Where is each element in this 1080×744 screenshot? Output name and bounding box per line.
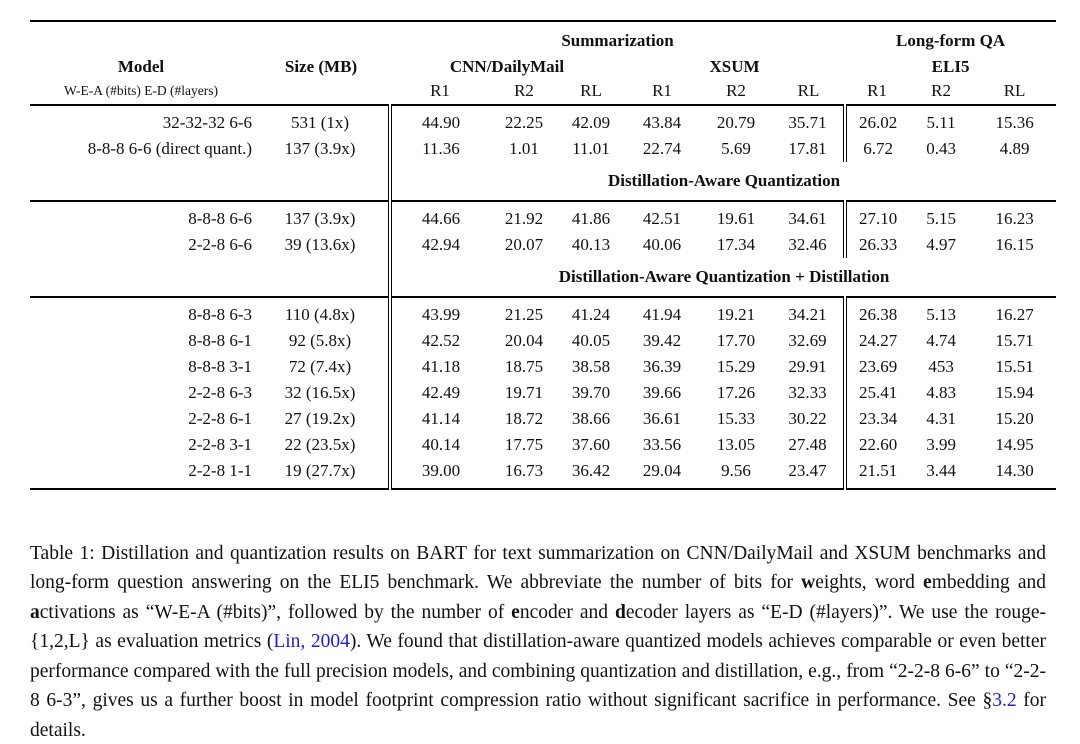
header-spacer bbox=[252, 77, 390, 105]
metric-value-cell: 6.72 bbox=[845, 136, 909, 162]
table-row bbox=[30, 380, 1056, 406]
metric-header-cnn-r1: R1 bbox=[430, 80, 450, 100]
metric-header-xsum-r1: R1 bbox=[652, 80, 672, 100]
metric-value-cell: 23.69 bbox=[845, 354, 909, 380]
metric-value-cell: 21.51 bbox=[845, 458, 909, 489]
metric-value-cell: 17.75 bbox=[504, 435, 544, 454]
metric-value-cell: 15.94 bbox=[995, 383, 1034, 402]
metric-value-cell: 39.66 bbox=[642, 383, 682, 402]
section-title: Distillation-Aware Quantization + Distillation bbox=[390, 258, 1056, 297]
metric-value-cell: 39.70 bbox=[571, 383, 611, 402]
dataset-header-xsum: XSUM bbox=[709, 57, 760, 76]
metric-value-cell: 5.15 bbox=[926, 209, 956, 228]
model-cell: 32-32-32 6-6 bbox=[162, 113, 252, 132]
metric-value-cell: 26.33 bbox=[845, 232, 909, 258]
metric-value-cell: 17.34 bbox=[716, 235, 756, 254]
table-block-daq-distillation bbox=[30, 297, 1056, 489]
size-cell: 110 (4.8x) bbox=[284, 305, 356, 324]
metric-value-cell: 20.79 bbox=[716, 113, 756, 132]
metric-value-cell: 19.61 bbox=[716, 209, 756, 228]
metric-value-cell: 17.81 bbox=[788, 139, 827, 158]
table-block-daq bbox=[30, 201, 1056, 297]
metric-value-cell: 43.99 bbox=[390, 297, 490, 328]
table-caption bbox=[30, 539, 1046, 744]
metric-value-cell: 39.00 bbox=[390, 458, 490, 489]
metric-value-cell: 43.84 bbox=[642, 113, 682, 132]
metric-value-cell: 5.69 bbox=[721, 139, 751, 158]
metric-value-cell: 453 bbox=[928, 357, 954, 376]
metric-value-cell: 23.34 bbox=[845, 406, 909, 432]
caption-text-segment: e bbox=[511, 601, 520, 623]
section-title-spacer bbox=[30, 162, 390, 201]
column-header-model: Model bbox=[117, 57, 165, 76]
section-ref-link[interactable]: 3.2 bbox=[992, 690, 1017, 711]
metric-value-cell: 35.71 bbox=[788, 113, 827, 132]
metric-value-cell: 29.91 bbox=[788, 357, 827, 376]
metric-value-cell: 34.21 bbox=[788, 305, 827, 324]
metric-value-cell: 23.47 bbox=[788, 461, 827, 480]
metric-value-cell: 20.07 bbox=[504, 235, 544, 254]
metric-value-cell: 30.22 bbox=[788, 409, 827, 428]
metric-header-eli5-rl: RL bbox=[1003, 80, 1026, 100]
metric-value-cell: 42.52 bbox=[390, 328, 490, 354]
metric-value-cell: 4.74 bbox=[926, 331, 956, 350]
size-cell: 137 (3.9x) bbox=[284, 209, 356, 228]
table-row bbox=[30, 432, 1056, 458]
metric-value-cell: 32.33 bbox=[788, 383, 827, 402]
model-cell: 2-2-8 1-1 bbox=[188, 461, 252, 480]
size-cell: 27 (19.2x) bbox=[284, 409, 356, 428]
header-row-groups bbox=[30, 21, 1056, 51]
metric-value-cell: 15.20 bbox=[995, 409, 1034, 428]
model-cell: 2-2-8 6-6 bbox=[188, 235, 252, 254]
caption-text-segment: a bbox=[30, 601, 40, 623]
metric-value-cell: 1.01 bbox=[509, 139, 539, 158]
model-cell: 8-8-8 3-1 bbox=[188, 357, 252, 376]
metric-value-cell: 13.05 bbox=[716, 435, 756, 454]
table-row bbox=[30, 458, 1056, 489]
metric-value-cell: 41.86 bbox=[571, 209, 611, 228]
metric-value-cell: 18.72 bbox=[504, 409, 544, 428]
metric-header-cnn-rl: RL bbox=[580, 80, 602, 100]
caption-text-segment: e bbox=[923, 572, 932, 593]
header-row-datasets bbox=[30, 51, 1056, 77]
metric-value-cell: 29.04 bbox=[642, 461, 682, 480]
size-cell: 72 (7.4x) bbox=[288, 357, 352, 376]
size-cell: 39 (13.6x) bbox=[284, 235, 356, 254]
metric-value-cell: 15.33 bbox=[716, 409, 756, 428]
section-title-row bbox=[30, 258, 1056, 297]
metric-value-cell: 16.73 bbox=[504, 461, 544, 480]
model-cell: 2-2-8 3-1 bbox=[188, 435, 252, 454]
metric-value-cell: 42.51 bbox=[642, 209, 682, 228]
table-row bbox=[30, 354, 1056, 380]
size-cell: 32 (16.5x) bbox=[284, 383, 356, 402]
metric-value-cell: 16.27 bbox=[995, 305, 1034, 324]
metric-value-cell: 16.15 bbox=[995, 235, 1034, 254]
section-title: Distillation-Aware Quantization bbox=[390, 162, 1056, 201]
size-cell: 92 (5.8x) bbox=[288, 331, 352, 350]
metric-value-cell: 4.83 bbox=[926, 383, 956, 402]
metric-value-cell: 20.04 bbox=[504, 331, 544, 350]
metric-value-cell: 40.13 bbox=[571, 235, 611, 254]
metric-value-cell: 38.66 bbox=[571, 409, 611, 428]
model-cell: 2-2-8 6-1 bbox=[188, 409, 252, 428]
metric-value-cell: 44.90 bbox=[390, 105, 490, 136]
metric-value-cell: 26.38 bbox=[845, 297, 909, 328]
metric-value-cell: 41.24 bbox=[571, 305, 611, 324]
metric-value-cell: 4.31 bbox=[926, 409, 956, 428]
metric-value-cell: 42.09 bbox=[571, 113, 611, 132]
dataset-header-eli5: ELI5 bbox=[931, 57, 970, 76]
table-row bbox=[30, 201, 1056, 232]
metric-header-xsum-rl: RL bbox=[797, 80, 820, 100]
table-row bbox=[30, 297, 1056, 328]
caption-text-segment: ncoder and bbox=[519, 601, 615, 623]
caption-text-segment: mbedding and bbox=[931, 572, 1046, 593]
caption-text-segment: for details. bbox=[30, 690, 1046, 741]
metric-value-cell: 18.75 bbox=[504, 357, 544, 376]
table-row bbox=[30, 136, 1056, 162]
metric-value-cell: 14.95 bbox=[995, 435, 1034, 454]
section-title-row bbox=[30, 162, 1056, 201]
metric-header-cnn-r2: R2 bbox=[514, 80, 534, 100]
table-row bbox=[30, 328, 1056, 354]
results-table bbox=[30, 20, 1056, 490]
metric-value-cell: 22.25 bbox=[504, 113, 544, 132]
metric-value-cell: 14.30 bbox=[995, 461, 1034, 480]
metric-value-cell: 17.26 bbox=[716, 383, 756, 402]
metric-value-cell: 40.14 bbox=[390, 432, 490, 458]
metric-value-cell: 11.36 bbox=[390, 136, 490, 162]
metric-value-cell: 37.60 bbox=[571, 435, 611, 454]
metric-value-cell: 32.69 bbox=[788, 331, 827, 350]
size-cell: 22 (23.5x) bbox=[284, 435, 356, 454]
metric-value-cell: 0.43 bbox=[926, 139, 956, 158]
metric-value-cell: 3.44 bbox=[926, 461, 956, 480]
metric-value-cell: 16.23 bbox=[995, 209, 1034, 228]
model-cell: 8-8-8 6-1 bbox=[188, 331, 252, 350]
metric-value-cell: 42.49 bbox=[390, 380, 490, 406]
metric-value-cell: 39.42 bbox=[642, 331, 682, 350]
caption-text-segment: eights, word bbox=[815, 572, 924, 593]
group-header-summarization: Summarization bbox=[561, 31, 674, 50]
table-header bbox=[30, 21, 1056, 105]
caption-text-segment: ). We found that distillation-aware quantized models achieves comparable or even better performance compared with the full precision models, and combining quantization and distillation, e.g., from “2-2-8 6-6” to “2-2-8 6-3”, gives us a further boost in model footprint compression ratio without significant sacrifice in performance. See § bbox=[30, 631, 1046, 711]
metric-value-cell: 21.92 bbox=[504, 209, 544, 228]
metric-header-xsum-r2: R2 bbox=[726, 80, 746, 100]
table-row bbox=[30, 105, 1056, 136]
metric-value-cell: 4.97 bbox=[926, 235, 956, 254]
metric-value-cell: 4.89 bbox=[999, 139, 1030, 158]
metric-value-cell: 40.05 bbox=[571, 331, 611, 350]
metric-value-cell: 11.01 bbox=[572, 139, 610, 158]
metric-value-cell: 32.46 bbox=[788, 235, 827, 254]
metric-value-cell: 27.48 bbox=[788, 435, 827, 454]
metric-header-eli5-r1: R1 bbox=[867, 80, 887, 100]
metric-value-cell: 36.39 bbox=[642, 357, 682, 376]
metric-value-cell: 19.71 bbox=[504, 383, 544, 402]
model-cell: 8-8-8 6-3 bbox=[188, 305, 252, 324]
metric-value-cell: 27.10 bbox=[845, 201, 909, 232]
metric-value-cell: 24.27 bbox=[845, 328, 909, 354]
metric-value-cell: 17.70 bbox=[716, 331, 756, 350]
metric-value-cell: 3.99 bbox=[926, 435, 956, 454]
metric-value-cell: 5.11 bbox=[926, 113, 956, 132]
metric-value-cell: 33.56 bbox=[642, 435, 682, 454]
metric-value-cell: 15.71 bbox=[995, 331, 1034, 350]
metric-value-cell: 22.74 bbox=[642, 139, 682, 158]
metric-value-cell: 22.60 bbox=[845, 432, 909, 458]
metric-value-cell: 15.51 bbox=[995, 357, 1034, 376]
metric-value-cell: 15.29 bbox=[716, 357, 756, 376]
metric-value-cell: 41.14 bbox=[390, 406, 490, 432]
metric-value-cell: 34.61 bbox=[788, 209, 827, 228]
caption-text-segment: Table 1: Distillation and quantization results on BART for text summarization on CNN/DailyMail and XSUM benchmarks and long-form question answering on the ELI5 benchmark. We abbreviate the number of bits for bbox=[30, 542, 1046, 593]
model-cell: 8-8-8 6-6 bbox=[188, 209, 252, 228]
caption-text-segment: ecoder layers as “E-D (#layers)”. We use the rouge-{1,2,L} as evaluation metrics ( bbox=[30, 601, 1047, 652]
metric-value-cell: 41.94 bbox=[642, 305, 682, 324]
header-spacer bbox=[30, 21, 390, 51]
metric-value-cell: 41.18 bbox=[390, 354, 490, 380]
metric-value-cell: 36.61 bbox=[642, 409, 682, 428]
metric-value-cell: 26.02 bbox=[845, 105, 909, 136]
size-cell: 137 (3.9x) bbox=[284, 139, 356, 158]
metric-value-cell: 38.58 bbox=[571, 357, 611, 376]
metric-value-cell: 42.94 bbox=[390, 232, 490, 258]
metric-value-cell: 21.25 bbox=[504, 305, 544, 324]
metric-header-eli5-r2: R2 bbox=[931, 80, 951, 100]
column-subheader-wea-ed: W-E-A (#bits) E-D (#layers) bbox=[63, 82, 219, 98]
size-cell: 19 (27.7x) bbox=[284, 461, 356, 480]
metric-value-cell: 9.56 bbox=[721, 461, 751, 480]
metric-value-cell: 36.42 bbox=[571, 461, 611, 480]
dataset-header-cnn-dailymail: CNN/DailyMail bbox=[449, 57, 565, 76]
table-row bbox=[30, 406, 1056, 432]
metric-value-cell: 15.36 bbox=[995, 113, 1034, 132]
metric-value-cell: 19.21 bbox=[716, 305, 756, 324]
table-block-fullprecision bbox=[30, 105, 1056, 201]
metric-value-cell: 25.41 bbox=[845, 380, 909, 406]
section-title-spacer bbox=[30, 258, 390, 297]
table-row bbox=[30, 232, 1056, 258]
caption-text-segment: w bbox=[801, 572, 816, 593]
metric-value-cell: 44.66 bbox=[390, 201, 490, 232]
column-header-size: Size (MB) bbox=[284, 57, 358, 76]
group-header-longform-qa: Long-form QA bbox=[896, 31, 1006, 50]
size-cell: 531 (1x) bbox=[290, 113, 350, 132]
model-cell: 8-8-8 6-6 (direct quant.) bbox=[87, 139, 252, 158]
caption-text-segment: d bbox=[614, 601, 626, 623]
metric-value-cell: 40.06 bbox=[642, 235, 682, 254]
model-cell: 2-2-8 6-3 bbox=[188, 383, 252, 402]
metric-value-cell: 5.13 bbox=[926, 305, 956, 324]
citation-link[interactable]: Lin, 2004 bbox=[273, 631, 350, 652]
header-row-metrics bbox=[30, 77, 1056, 105]
caption-text-segment: ctivations as “W-E-A (#bits)”, followed by the number of bbox=[39, 601, 512, 623]
